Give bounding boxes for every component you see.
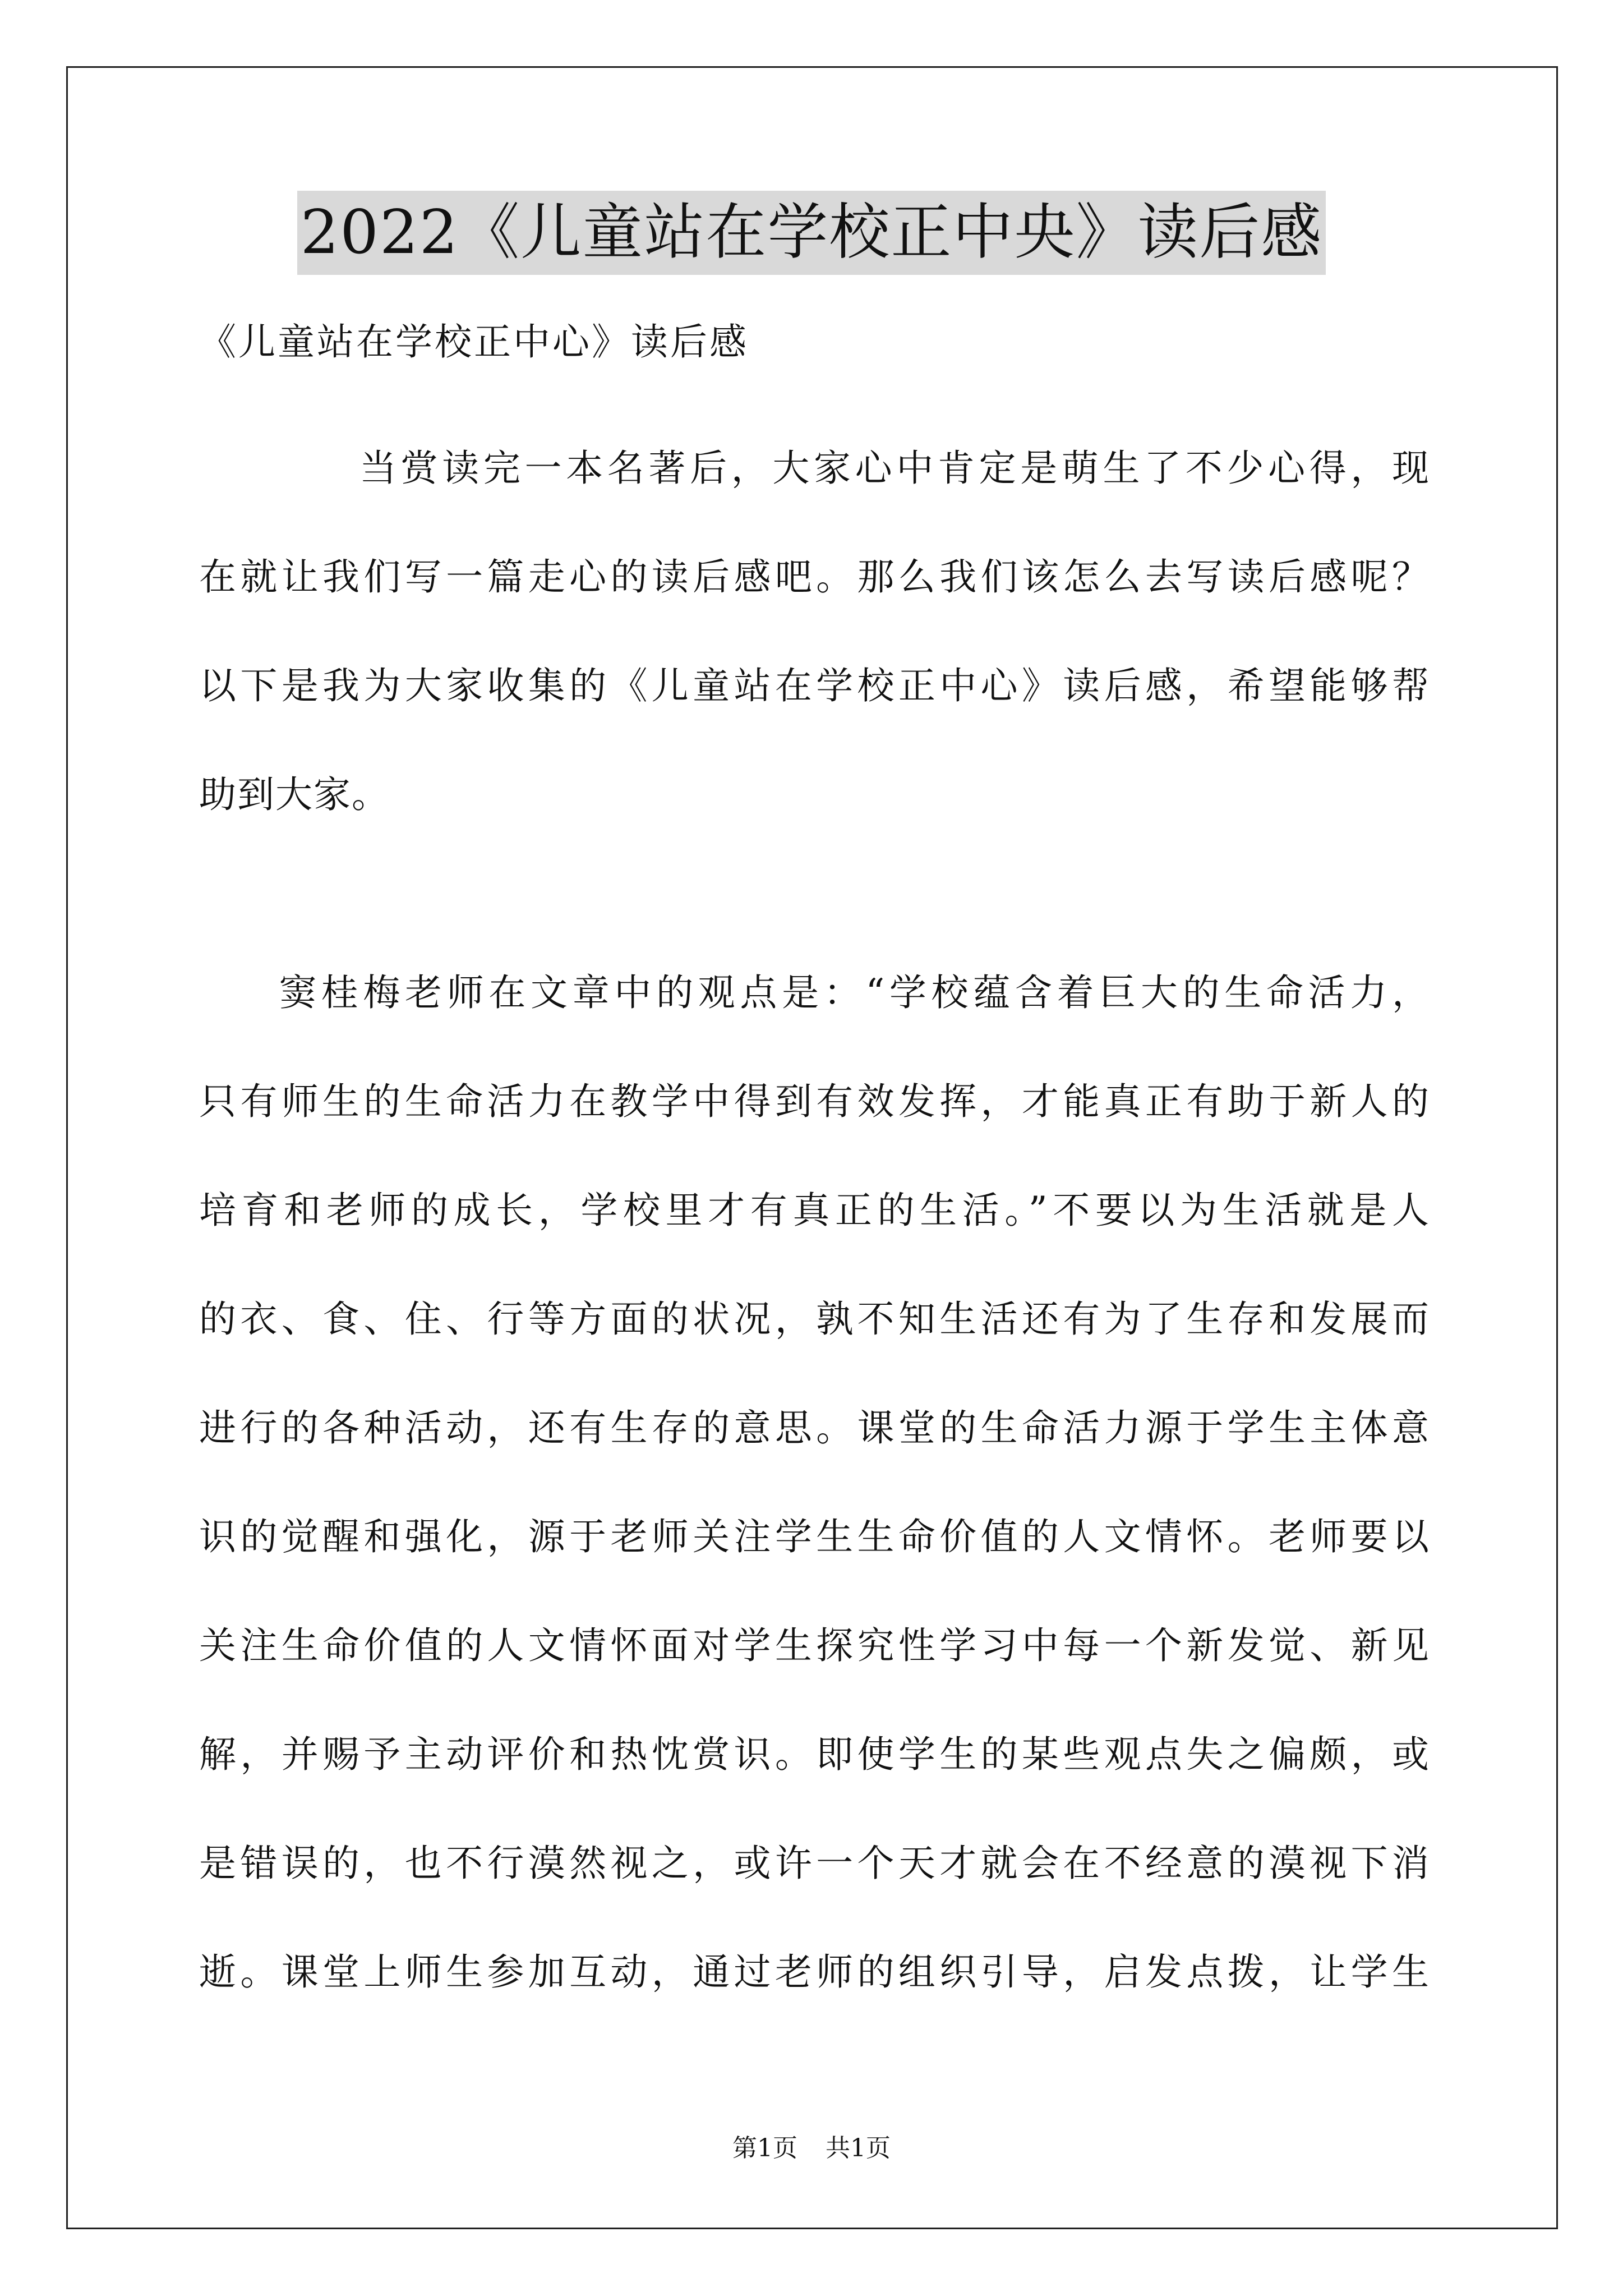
paragraph-line: 培育和老师的成长，学校里才有真正的生活。”不要以为生活就是人	[199, 1189, 1430, 1232]
paragraph-line: 在就让我们写一篇走心的读后感吧。那么我们该怎么去写读后感呢？	[199, 555, 1430, 599]
paragraph-line: 识的觉醒和强化，源于老师关注学生生命价值的人文情怀。老师要以	[199, 1515, 1430, 1558]
paragraph-line: 关注生命价值的人文情怀面对学生探究性学习中每一个新发觉、新见	[199, 1624, 1430, 1667]
paragraph-line: 只有师生的生命活力在教学中得到有效发挥，才能真正有助于新人的	[199, 1080, 1430, 1123]
paragraph-line: 是错误的，也不行漠然视之，或许一个天才就会在不经意的漠视下消	[199, 1842, 1430, 1885]
paragraph-body	[199, 968, 1430, 2056]
paragraph-line: 当赏读完一本名著后，大家心中肯定是萌生了不少心得，现	[359, 447, 1430, 490]
page-number-total: 共1页	[826, 2134, 891, 2162]
paragraph-line: 的衣、食、住、行等方面的状况，孰不知生活还有为了生存和发展而	[199, 1297, 1430, 1341]
paragraph-intro	[199, 443, 1430, 878]
page-number-current: 第1页	[732, 2134, 797, 2162]
paragraph-line: 进行的各种活动，还有生存的意思。课堂的生命活力源于学生主体意	[199, 1406, 1430, 1450]
paragraph-line: 窦桂梅老师在文章中的观点是：“学校蕴含着巨大的生命活力，	[279, 971, 1430, 1014]
paragraph-line: 助到大家。	[199, 773, 390, 816]
page-footer	[0, 2132, 1623, 2165]
document-title-wrap	[0, 191, 1623, 275]
document-subtitle: 《儿童站在学校正中心》读后感	[199, 320, 749, 364]
document-title: 2022《儿童站在学校正中央》读后感	[297, 191, 1326, 275]
paragraph-line: 逝。课堂上师生参加互动，通过老师的组织引导，启发点拨，让学生	[199, 1950, 1430, 1994]
paragraph-line: 以下是我为大家收集的《儿童站在学校正中心》读后感，希望能够帮	[199, 664, 1430, 707]
paragraph-line: 解，并赐予主动评价和热忱赏识。即使学生的某些观点失之偏颇，或	[199, 1733, 1430, 1776]
